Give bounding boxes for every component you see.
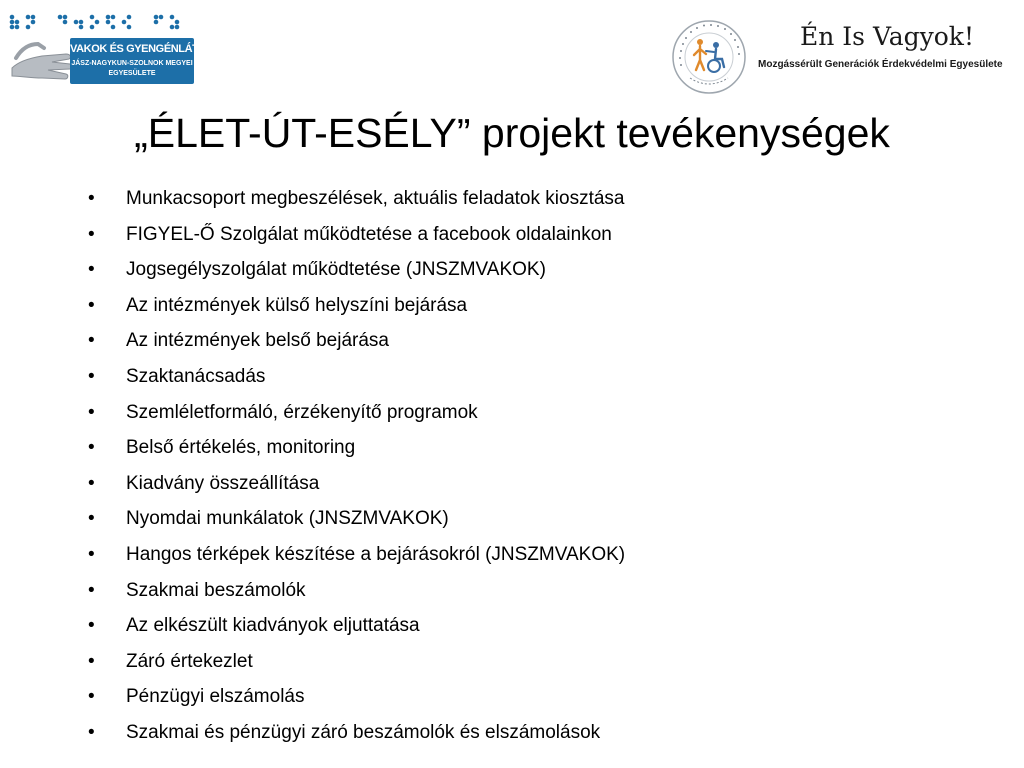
bullet-icon: • (88, 401, 95, 423)
list-item (88, 718, 988, 754)
list-item (88, 291, 988, 327)
bullet-icon: • (88, 437, 95, 459)
list-item-text: Záró értekezlet (126, 650, 253, 672)
right-logo-name: Én Is Vagyok! (800, 22, 974, 51)
bullet-icon: • (88, 259, 95, 281)
list-item-text: Az intézmények külső helyszíni bejárása (126, 294, 468, 316)
list-item-text: Az intézmények belső bejárása (126, 330, 389, 352)
bullet-icon: • (88, 472, 95, 494)
list-item (88, 576, 988, 612)
list-item-text: Szakmai beszámolók (126, 579, 306, 601)
bullet-icon: • (88, 650, 95, 672)
right-logo-subtitle: Mozgássérült Generációk Érdekvédelmi Egyesülete (758, 59, 1003, 70)
list-item-text: Nyomdai munkálatok (JNSZMVAKOK) (126, 508, 449, 530)
bullet-icon: • (88, 188, 95, 209)
left-logo-subtitle-line2: EGYESÜLETE (108, 70, 156, 77)
left-logo-banner (70, 38, 215, 84)
list-item-text: Jogsegélyszolgálat működtetése (JNSZMVAKOK) (126, 259, 546, 281)
bullet-icon: • (88, 223, 95, 245)
list-item-text: Az elkészült kiadványok eljuttatása (126, 615, 420, 637)
list-item-text: Munkacsoport megbeszélések, aktuális feladatok kiosztása (126, 188, 625, 209)
right-organization-logo (752, 22, 1016, 82)
list-item (88, 540, 988, 576)
bullet-icon: • (88, 686, 95, 708)
list-item (88, 504, 988, 540)
accessibility-emblem-icon (670, 18, 748, 96)
left-logo-subtitle-line1: JÁSZ-NAGYKUN-SZOLNOK MEGYEI (71, 60, 193, 67)
list-item-text: Szemléletformáló, érzékenyítő programok (126, 401, 478, 423)
slide-title: „ÉLET-ÚT-ESÉLY” projekt tevékenységek (134, 110, 890, 156)
list-item-text: Hangos térképek készítése a bejárásokról (JNSZMVAKOK) (126, 543, 626, 565)
list-item (88, 682, 988, 718)
list-item (88, 398, 988, 434)
list-item-text: Belső értékelés, monitoring (126, 437, 356, 459)
bullet-icon: • (88, 294, 95, 316)
bullet-icon: • (88, 721, 95, 743)
list-item-text: Kiadvány összeállítása (126, 472, 320, 494)
list-item (88, 220, 988, 256)
bullet-icon: • (88, 579, 95, 601)
bullet-icon: • (88, 365, 95, 387)
bullet-icon: • (88, 543, 95, 565)
list-item (88, 469, 988, 505)
list-item (88, 362, 988, 398)
list-item (88, 611, 988, 647)
list-item-text: Szakmai és pénzügyi záró beszámolók és elszámolások (126, 721, 601, 743)
list-item-text: Pénzügyi elszámolás (126, 686, 305, 708)
list-item (88, 184, 988, 220)
bullet-icon: • (88, 508, 95, 530)
activity-bullet-list (88, 184, 988, 754)
bullet-icon: • (88, 615, 95, 637)
list-item (88, 433, 988, 469)
list-item (88, 647, 988, 683)
list-item-text: Szaktanácsadás (126, 365, 266, 387)
bullet-icon: • (88, 330, 95, 352)
list-item (88, 255, 988, 291)
list-item (88, 326, 988, 362)
left-logo-title: VAKOK ÉS GYENGÉNLÁTÓK (70, 43, 215, 55)
left-organization-logo (8, 14, 215, 88)
list-item-text: FIGYEL-Ő Szolgálat működtetése a facebook oldalainkon (126, 223, 612, 245)
